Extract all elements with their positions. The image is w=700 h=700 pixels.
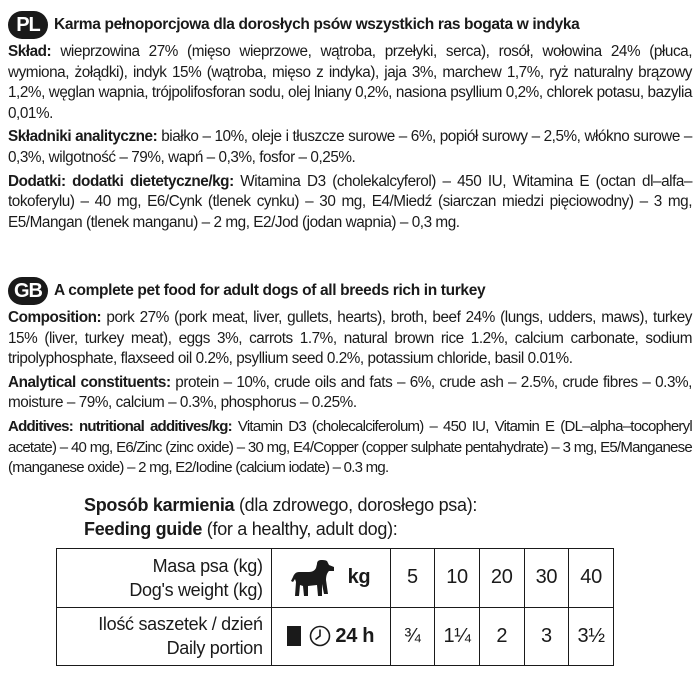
portion-row — [57, 607, 614, 666]
analytical-label-pl: Składniki analityczne: — [8, 128, 158, 146]
analytical-text-gb: protein – 10%, crude oils and fats – 6%, crude ash – 2.5%, crude fibres – 0.3%, moisture – 79%, calcium – 0.3%, phosphorus – 0.25%. — [8, 373, 692, 412]
additives-gb — [8, 417, 692, 479]
composition-label-pl: Skład: — [8, 43, 52, 60]
weight-cell: 20 — [479, 549, 524, 608]
section-gb-header — [8, 276, 692, 306]
section-pl — [8, 10, 692, 236]
feeding-guide-pl — [84, 493, 477, 517]
feeding-guide-en — [84, 517, 477, 541]
composition-text-pl: wieprzowina 27% (mięso wieprzowe, wątroba, przełyki, serca), rosół, wołowina 24% (płuca, wymiona, żołądki), indyk 15% (wątroba, mięso z indyka), jaja 3%, marchew 1,7%, ryż naturalny brązowy 1,2%, węglan wapnia, trójpolifosforan sodu, olej lniany 0,2%, nasiona psyllium 0,2%, chlorek potasu, bazylia 0,01%. — [8, 43, 692, 122]
portion-unit-cell — [271, 607, 390, 666]
feeding-guide-en-rest: (for a healthy, adult dog): — [202, 519, 398, 539]
sachet-icon — [287, 626, 301, 646]
analytical-pl — [8, 127, 692, 168]
weight-cell: 5 — [390, 549, 435, 608]
language-badge-pl: PL — [8, 11, 48, 39]
portion-cell: 3½ — [569, 607, 614, 666]
unit-24h: 24 h — [335, 624, 375, 647]
dog-icon — [291, 567, 340, 587]
composition-pl — [8, 42, 692, 124]
product-title-gb: A complete pet food for adult dogs of all breeds rich in turkey — [54, 282, 486, 299]
portion-label-pl: Ilość saszetek / dzień — [98, 614, 263, 635]
additives-pl — [8, 172, 692, 234]
additives-text-pl: Witamina D3 (cholekalcyferol) – 450 IU, Witamina E (octan dl–alfa–tokoferylu) – 40 mg, E6/Cynk (tlenek cynku) – 30 mg, E4/Miedź (siarczan miedzi pięciowodny) – 3 mg, E5/Mangan (tlenek manganu) – 2 mg, E2/Jod (jodan wapnia) – 0,3 mg. — [8, 172, 692, 231]
analytical-text-pl: białko – 10%, oleje i tłuszcze surowe – 6%, popiół surowy – 2,5%, włókno surowe – 0,3%, wilgotność – 79%, wapń – 0,3%, fosfor – 0,25%. — [8, 128, 692, 166]
weight-unit-cell — [271, 549, 390, 608]
composition-label-gb: Composition: — [8, 309, 102, 326]
weight-cell: 10 — [435, 549, 480, 608]
composition-text-gb: pork 27% (pork meat, liver, gullets, hearts), broth, beef 24% (lungs, udders, maws), turkey 15% (liver, turkey meat), eggs 3%, carrots 1.7%, natural brown rice 1.2%, calcium carbonate, sodium tripolyphosphate, flaxseed oil 0.2%, psyllium seed 0.2%, potassium chloride, basil 0.01%. — [8, 309, 692, 368]
weight-label-cell — [57, 549, 272, 608]
additives-label-gb: Additives: nutritional additives/kg: — [8, 417, 232, 435]
portion-cell: ¾ — [390, 607, 435, 666]
analytical-gb — [8, 373, 692, 414]
portion-label-en: Daily portion — [166, 638, 263, 659]
weight-label-pl: Masa psa (kg) — [152, 555, 263, 576]
portion-cell: 3 — [524, 607, 569, 666]
feeding-guide-pl-rest: (dla zdrowego, dorosłego psa): — [234, 495, 478, 515]
feeding-guide-heading — [84, 493, 477, 541]
portion-cell: 1¼ — [435, 607, 480, 666]
portion-label-cell — [57, 607, 272, 666]
weight-row — [57, 549, 614, 608]
feeding-table — [56, 548, 614, 666]
weight-label-en: Dog's weight (kg) — [129, 579, 263, 600]
section-gb — [8, 276, 692, 482]
feeding-guide-pl-bold: Sposób karmienia — [84, 495, 235, 515]
feeding-guide-en-bold: Feeding guide — [84, 519, 203, 539]
clock-icon — [309, 625, 336, 645]
additives-label-pl: Dodatki: dodatki dietetyczne/kg: — [8, 172, 234, 190]
analytical-label-gb: Analytical constituents: — [8, 373, 171, 391]
section-pl-header — [8, 10, 692, 40]
additives-text-gb: Vitamin D3 (cholecalciferolum) – 450 IU, Vitamin E (DL–alpha–tocopheryl acetate) – 40 mg, E6/Zinc (zinc oxide) – 30 mg, E4/Copper (copper sulphate pentahydrate) – 3 mg, E5/Manganese (manganese oxide) – 2 mg, E2/Iodine (calcium iodate) – 0.3 mg. — [8, 417, 693, 477]
weight-cell: 40 — [569, 549, 614, 608]
product-title-pl: Karma pełnoporcjowa dla dorosłych psów wszystkich ras bogata w indyka — [54, 16, 580, 33]
unit-kg: kg — [347, 566, 371, 589]
composition-gb — [8, 308, 692, 370]
weight-cell: 30 — [524, 549, 569, 608]
language-badge-gb: GB — [8, 277, 48, 305]
portion-cell: 2 — [479, 607, 524, 666]
